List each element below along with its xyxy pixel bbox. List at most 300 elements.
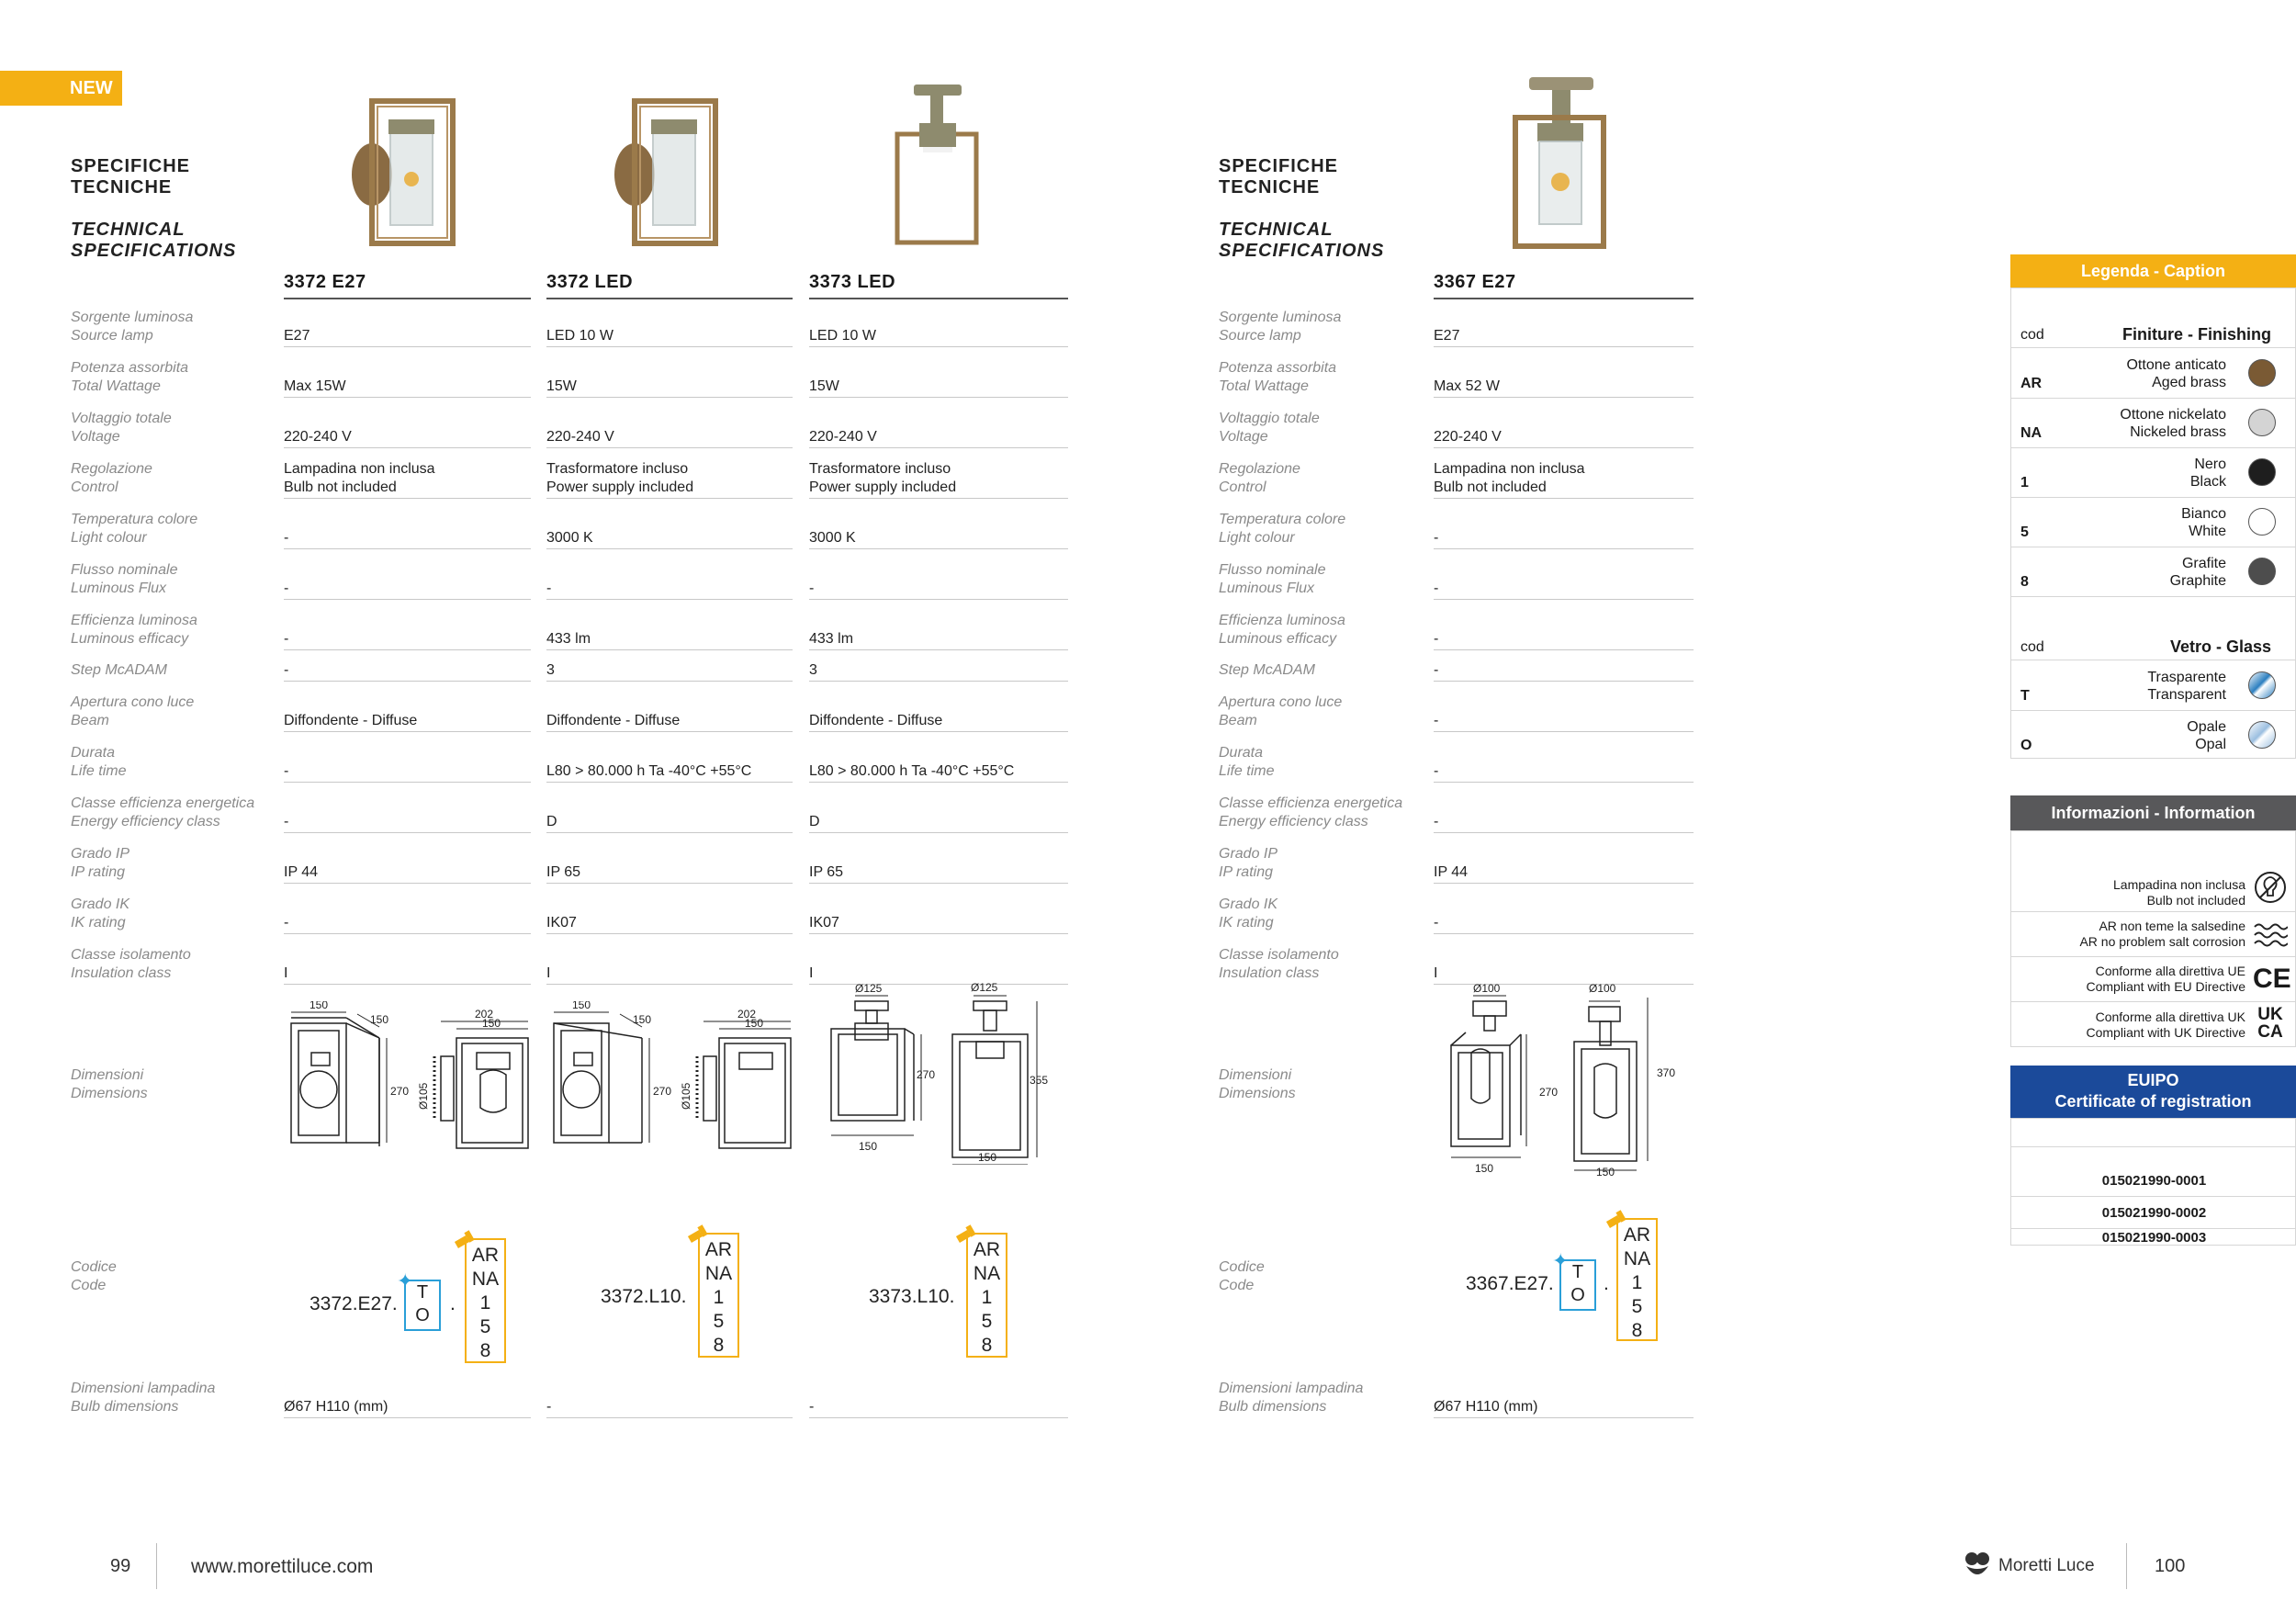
spec-label bbox=[1219, 410, 1320, 446]
section-title-line: SPECIFICHE bbox=[71, 156, 191, 176]
dim-label: 150 bbox=[370, 1013, 389, 1026]
section-title-en bbox=[71, 220, 236, 262]
spec-label bbox=[71, 845, 129, 882]
spec-value bbox=[546, 813, 793, 833]
cert-code: 015021990-0001 bbox=[2011, 1165, 2296, 1197]
label-it: Dimensioni lampadina bbox=[71, 1381, 216, 1396]
spec-value bbox=[809, 460, 1068, 499]
label-en: Code bbox=[71, 1278, 107, 1293]
spec-label bbox=[1219, 946, 1339, 983]
spec-value-line: LED 10 W bbox=[809, 328, 876, 344]
spec-value bbox=[284, 762, 531, 783]
spec-label-it: Flusso nominale bbox=[1219, 562, 1326, 578]
spec-label bbox=[1219, 561, 1326, 598]
spec-label bbox=[71, 460, 152, 497]
dim-label: 150 bbox=[1475, 1162, 1494, 1175]
legend-glass-cod: cod bbox=[2020, 639, 2044, 655]
spec-value bbox=[284, 428, 531, 448]
spec-value bbox=[1434, 712, 1694, 732]
spec-value-line: Diffondente - Diffuse bbox=[809, 713, 943, 728]
spec-value-line: Power supply included bbox=[809, 479, 957, 495]
code-prefix-3367-e27: 3367.E27. bbox=[1466, 1273, 1554, 1294]
label-it: Codice bbox=[1219, 1259, 1265, 1275]
finish-name-it: Nero bbox=[2194, 457, 2226, 472]
spec-label bbox=[71, 896, 129, 932]
spec-value-line: 220-240 V bbox=[546, 429, 614, 445]
finish-name-en: White bbox=[2189, 524, 2226, 539]
finish-name bbox=[2181, 505, 2226, 540]
ukca-mark-icon bbox=[2253, 1006, 2288, 1041]
spec-label-it: Durata bbox=[71, 745, 116, 761]
label-en: Code bbox=[1219, 1278, 1255, 1293]
finish-name bbox=[2120, 406, 2226, 441]
info-text bbox=[2087, 1009, 2246, 1041]
spec-label-en: Life time bbox=[1219, 763, 1275, 779]
finish-name-it: Grafite bbox=[2181, 556, 2226, 571]
spec-value bbox=[1434, 914, 1694, 934]
spec-value-line: Diffondente - Diffuse bbox=[546, 713, 681, 728]
info-text-it: Conforme alla direttiva UK bbox=[2095, 1009, 2245, 1024]
dim-label: 202 bbox=[475, 1008, 494, 1021]
dim-label: 270 bbox=[390, 1085, 410, 1098]
spec-label-it: Sorgente luminosa bbox=[71, 310, 194, 325]
glass-sparkle-icon: ✦ bbox=[1552, 1249, 1570, 1272]
spec-label-it: Classe isolamento bbox=[1219, 947, 1339, 963]
code-separator: . bbox=[1604, 1273, 1609, 1294]
footer-url[interactable]: www.morettiluce.com bbox=[191, 1556, 374, 1577]
finish-code: 1 bbox=[2020, 475, 2029, 491]
glass-name-en: Opal bbox=[2195, 737, 2226, 752]
code-prefix-3372-e27: 3372.E27. bbox=[310, 1293, 398, 1314]
spec-label bbox=[71, 795, 254, 831]
glass-code: T bbox=[2020, 688, 2030, 704]
spec-value bbox=[809, 327, 1068, 347]
finish-code: 5 bbox=[1631, 1296, 1643, 1317]
spec-label bbox=[71, 744, 126, 781]
product-image-3372-e27 bbox=[344, 92, 464, 248]
spec-value-line: LED 10 W bbox=[546, 328, 613, 344]
section-title-line: SPECIFICATIONS bbox=[1219, 241, 1385, 261]
spec-label bbox=[71, 309, 193, 345]
glass-swatch bbox=[2248, 671, 2276, 699]
section-title-line: SPECIFICATIONS bbox=[71, 241, 237, 261]
dim-label: 150 bbox=[572, 1001, 591, 1011]
spec-value bbox=[1434, 327, 1694, 347]
spec-value bbox=[1434, 529, 1694, 549]
spec-label bbox=[71, 511, 197, 547]
dim-label: 150 bbox=[859, 1140, 878, 1153]
spec-label-it: Potenza assorbita bbox=[1219, 360, 1337, 376]
spec-value bbox=[809, 630, 1068, 650]
spec-label-it: Apertura cono luce bbox=[1219, 694, 1343, 710]
finish-code: 8 bbox=[713, 1335, 725, 1356]
new-badge bbox=[0, 71, 122, 106]
label-dimensions bbox=[71, 1066, 148, 1103]
spec-value bbox=[284, 378, 531, 398]
finish-name-en: Graphite bbox=[2169, 573, 2226, 589]
spec-value bbox=[546, 863, 793, 884]
dim-label: 270 bbox=[653, 1085, 672, 1098]
spec-label-en: Light colour bbox=[1219, 530, 1295, 546]
spec-label-en: Voltage bbox=[71, 429, 120, 445]
legend-finish-row bbox=[2011, 448, 2296, 498]
spec-value bbox=[1434, 428, 1694, 448]
glass-code: O bbox=[1570, 1285, 1585, 1305]
spec-value-line: 220-240 V bbox=[1434, 429, 1502, 445]
spec-value-line: IP 65 bbox=[809, 864, 844, 880]
spec-value-line: E27 bbox=[284, 328, 310, 344]
spec-label-it: Flusso nominale bbox=[71, 562, 178, 578]
finish-swatch bbox=[2248, 359, 2276, 387]
spec-value-line: 15W bbox=[546, 378, 577, 394]
dim-label: 270 bbox=[1539, 1086, 1559, 1099]
dim-label: Ø100 bbox=[1589, 982, 1616, 995]
spec-label bbox=[1219, 309, 1341, 345]
spec-label-en: Insulation class bbox=[71, 965, 172, 981]
section-title-it bbox=[71, 156, 190, 198]
dim-label: 150 bbox=[1596, 1166, 1615, 1177]
finish-code: 5 bbox=[2020, 524, 2029, 540]
label-en: Dimensions bbox=[1219, 1086, 1296, 1101]
glass-code-box bbox=[404, 1280, 441, 1331]
spec-value-line: Max 15W bbox=[284, 378, 346, 394]
spec-label-it: Regolazione bbox=[71, 461, 152, 477]
spec-label bbox=[71, 694, 194, 730]
spec-label bbox=[71, 661, 167, 680]
section-title-it-2 bbox=[1219, 156, 1338, 198]
dim-label: Ø100 bbox=[1473, 982, 1501, 995]
dim-label: 370 bbox=[1657, 1066, 1676, 1079]
spec-value-line: - bbox=[1434, 662, 1439, 678]
finish-code: 8 bbox=[2020, 574, 2029, 590]
spec-value bbox=[284, 460, 531, 499]
spec-value bbox=[546, 378, 793, 398]
section-title-line: TECNICHE bbox=[71, 177, 173, 197]
cert-code: 015021990-0002 bbox=[2011, 1197, 2296, 1229]
spec-value-line: E27 bbox=[1434, 328, 1460, 344]
finish-code: NA bbox=[471, 1269, 500, 1290]
label-en: Bulb dimensions bbox=[71, 1399, 179, 1415]
spec-value bbox=[809, 762, 1068, 783]
product-image-3373-led bbox=[886, 81, 987, 248]
label-it: Dimensioni lampadina bbox=[1219, 1381, 1364, 1396]
spec-value bbox=[1434, 863, 1694, 884]
label-en: Dimensions bbox=[71, 1086, 148, 1101]
spec-label-en: Light colour bbox=[71, 530, 147, 546]
spec-label-en: Luminous Flux bbox=[1219, 581, 1315, 596]
label-en: Bulb dimensions bbox=[1219, 1399, 1327, 1415]
spec-value bbox=[1434, 378, 1694, 398]
finish-code: AR bbox=[973, 1239, 1001, 1260]
spec-label-en: Total Wattage bbox=[71, 378, 161, 394]
spec-label-en: Source lamp bbox=[1219, 328, 1301, 344]
spec-value bbox=[546, 460, 793, 499]
spec-value-line: 3000 K bbox=[809, 530, 856, 546]
spec-value bbox=[546, 712, 793, 732]
dimension-drawing-3372-e27 bbox=[280, 1001, 537, 1162]
glass-code: O bbox=[2020, 738, 2032, 753]
spec-value-line: - bbox=[1434, 814, 1439, 829]
finish-code: 8 bbox=[1631, 1320, 1643, 1341]
spec-value bbox=[546, 327, 793, 347]
spec-value-line: 3 bbox=[546, 662, 555, 678]
finish-swatch bbox=[2248, 409, 2276, 436]
spec-value-line: IP 44 bbox=[1434, 864, 1469, 880]
spec-label bbox=[1219, 511, 1345, 547]
finish-name-it: Ottone nickelato bbox=[2120, 407, 2226, 423]
spec-label-en: Total Wattage bbox=[1219, 378, 1309, 394]
spec-label bbox=[1219, 694, 1342, 730]
spec-value bbox=[546, 964, 793, 985]
finish-name bbox=[2170, 555, 2226, 590]
spec-value bbox=[546, 661, 793, 682]
spec-value-line: I bbox=[284, 965, 288, 981]
finish-code: AR bbox=[1623, 1224, 1651, 1246]
dim-label: 202 bbox=[737, 1008, 757, 1021]
spec-value bbox=[284, 580, 531, 600]
spec-value-line: - bbox=[1434, 915, 1439, 930]
finish-code: 5 bbox=[981, 1311, 993, 1332]
spec-value-line: 15W bbox=[809, 378, 839, 394]
spec-value-line: 220-240 V bbox=[284, 429, 352, 445]
finish-code: NA bbox=[2020, 425, 2043, 441]
ukca-line: CA bbox=[2257, 1022, 2283, 1042]
spec-value-line: IP 65 bbox=[546, 864, 581, 880]
info-row bbox=[2011, 1002, 2296, 1048]
finish-code: NA bbox=[973, 1263, 1001, 1284]
spec-label-it: Temperatura colore bbox=[71, 512, 198, 527]
finish-name-en: Aged brass bbox=[2152, 375, 2226, 390]
spec-value-line: Power supply included bbox=[546, 479, 694, 495]
spec-label-en: Insulation class bbox=[1219, 965, 1320, 981]
spec-label bbox=[1219, 460, 1300, 497]
info-text bbox=[2113, 877, 2245, 908]
spec-value bbox=[284, 914, 531, 934]
spec-value-line: - bbox=[284, 631, 289, 647]
footer-brand: Moretti Luce bbox=[1998, 1556, 2095, 1575]
finish-swatch bbox=[2248, 508, 2276, 536]
cert-title-line: EUIPO bbox=[2127, 1071, 2179, 1089]
spec-label bbox=[71, 946, 191, 983]
section-title-line: SPECIFICHE bbox=[1219, 156, 1339, 176]
legend-finish-row bbox=[2011, 498, 2296, 547]
bulb-value: Ø67 H110 (mm) bbox=[1434, 1398, 1694, 1418]
spec-value bbox=[546, 762, 793, 783]
spec-value bbox=[284, 863, 531, 884]
legend-finish-row bbox=[2011, 547, 2296, 597]
spec-label-en: Energy efficiency class bbox=[71, 814, 220, 829]
label-it: Dimensioni bbox=[1219, 1067, 1292, 1083]
code-separator: . bbox=[450, 1293, 456, 1314]
label-it: Codice bbox=[71, 1259, 117, 1275]
legend-finish-head: Finiture - Finishing bbox=[2122, 325, 2271, 344]
label-dimensions-2 bbox=[1219, 1066, 1296, 1103]
finish-code: 1 bbox=[981, 1287, 993, 1308]
spec-label-it: Classe isolamento bbox=[71, 947, 191, 963]
spec-value bbox=[284, 529, 531, 549]
glass-code: O bbox=[415, 1305, 430, 1325]
spec-label-it: Regolazione bbox=[1219, 461, 1300, 477]
spec-value bbox=[1434, 630, 1694, 650]
label-it: Dimensioni bbox=[71, 1067, 144, 1083]
legend-glass-head: Vetro - Glass bbox=[2169, 637, 2271, 656]
glass-code: T bbox=[1571, 1262, 1584, 1282]
spec-value bbox=[284, 661, 531, 682]
glass-name-it: Opale bbox=[2187, 719, 2226, 735]
spec-value bbox=[284, 712, 531, 732]
spec-value bbox=[1434, 580, 1694, 600]
glass-name bbox=[2187, 718, 2226, 753]
spec-value-line: IK07 bbox=[809, 915, 839, 930]
spec-value-line: - bbox=[1434, 763, 1439, 779]
spec-value bbox=[809, 580, 1068, 600]
spec-label-en: Energy efficiency class bbox=[1219, 814, 1368, 829]
spec-label-it: Grado IP bbox=[71, 846, 130, 862]
spec-value bbox=[284, 630, 531, 650]
finish-swatch bbox=[2248, 458, 2276, 486]
section-title-line: TECHNICAL bbox=[1219, 220, 1334, 240]
spec-value bbox=[809, 914, 1068, 934]
spec-value-line: Bulb not included bbox=[284, 479, 397, 495]
spec-label-en: Luminous efficacy bbox=[1219, 631, 1337, 647]
dim-label: 150 bbox=[310, 1001, 329, 1011]
label-code-2 bbox=[1219, 1258, 1265, 1295]
finish-code: 1 bbox=[713, 1287, 725, 1308]
legend-finish-row bbox=[2011, 399, 2296, 448]
spec-value-line: D bbox=[546, 814, 557, 829]
code-prefix-3373-led: 3373.L10. bbox=[869, 1286, 955, 1307]
product-image-3372-led bbox=[607, 92, 726, 248]
spec-label bbox=[1219, 744, 1274, 781]
spec-label-it: Classe efficienza energetica bbox=[1219, 795, 1403, 811]
finish-name bbox=[2126, 356, 2226, 391]
spec-value bbox=[546, 630, 793, 650]
spec-label-en: Beam bbox=[1219, 713, 1257, 728]
finish-code: 5 bbox=[713, 1311, 725, 1332]
section-title-line: TECHNICAL bbox=[71, 220, 186, 240]
cert-box bbox=[2010, 1118, 2296, 1246]
spec-label-en: Control bbox=[1219, 479, 1266, 495]
spec-label-it: Apertura cono luce bbox=[71, 694, 195, 710]
spec-value bbox=[809, 378, 1068, 398]
info-row bbox=[2011, 863, 2296, 912]
finish-code: 1 bbox=[479, 1292, 491, 1314]
spec-value bbox=[546, 914, 793, 934]
spec-value-line: - bbox=[1434, 631, 1439, 647]
spec-value-line: D bbox=[809, 814, 820, 829]
dim-label: 150 bbox=[482, 1017, 501, 1030]
spec-label-it: Voltaggio totale bbox=[71, 411, 172, 426]
spec-label bbox=[1219, 359, 1336, 396]
bulb-value: - bbox=[809, 1398, 1068, 1418]
spec-value-line: - bbox=[546, 581, 552, 596]
legend-finish-row bbox=[2011, 349, 2296, 399]
info-text bbox=[2079, 919, 2245, 950]
spec-label-en: Control bbox=[71, 479, 118, 495]
spec-label bbox=[1219, 896, 1277, 932]
glass-name-it: Trasparente bbox=[2147, 670, 2226, 685]
info-text-en: Compliant with EU Directive bbox=[2086, 979, 2245, 994]
info-box bbox=[2010, 830, 2296, 1047]
info-text bbox=[2087, 964, 2246, 995]
spec-value bbox=[546, 529, 793, 549]
spec-value bbox=[809, 712, 1068, 732]
spec-value-line: - bbox=[284, 763, 289, 779]
spec-value-line: 3000 K bbox=[546, 530, 593, 546]
finish-code: NA bbox=[704, 1263, 733, 1284]
spec-value bbox=[809, 428, 1068, 448]
spec-label-en: IK rating bbox=[71, 915, 126, 930]
spec-label bbox=[71, 359, 188, 396]
waves-icon bbox=[2253, 918, 2288, 953]
info-header: Informazioni - Information bbox=[2010, 795, 2296, 830]
finish-code: 1 bbox=[1631, 1272, 1643, 1293]
new-badge-label: NEW bbox=[70, 78, 113, 98]
legend-box bbox=[2010, 288, 2296, 759]
dim-label: 270 bbox=[917, 1068, 936, 1081]
spec-label-en: Source lamp bbox=[71, 328, 153, 344]
spec-value bbox=[546, 428, 793, 448]
spec-label-en: Luminous efficacy bbox=[71, 631, 189, 647]
spec-value-line: - bbox=[1434, 530, 1439, 546]
spec-value-line: 220-240 V bbox=[809, 429, 877, 445]
dimension-drawing-3367-e27 bbox=[1440, 979, 1688, 1177]
spec-value-line: - bbox=[1434, 581, 1439, 596]
section-title-en-2 bbox=[1219, 220, 1384, 262]
product-name-3367-e27: 3367 E27 bbox=[1434, 272, 1694, 299]
finish-name bbox=[2190, 456, 2226, 491]
product-name-3372-e27: 3372 E27 bbox=[284, 272, 531, 299]
finish-name-it: Bianco bbox=[2181, 506, 2226, 522]
spec-label bbox=[1219, 795, 1402, 831]
spec-label-it: Grado IK bbox=[71, 897, 130, 912]
finish-code: NA bbox=[1623, 1248, 1651, 1269]
section-title-line: TECNICHE bbox=[1219, 177, 1321, 197]
glass-code: T bbox=[416, 1282, 429, 1303]
spec-label-it: Step McADAM bbox=[71, 662, 167, 678]
info-text-en: Compliant with UK Directive bbox=[2086, 1025, 2245, 1040]
dim-label: Ø105 bbox=[680, 1082, 692, 1110]
finish-swatch bbox=[2248, 558, 2276, 585]
info-text-en: Bulb not included bbox=[2146, 893, 2245, 908]
finish-code: 5 bbox=[479, 1316, 491, 1337]
spec-value bbox=[1434, 661, 1694, 682]
ce-mark-icon: CE bbox=[2253, 964, 2291, 994]
finish-code: AR bbox=[2020, 376, 2043, 391]
spec-value bbox=[284, 327, 531, 347]
spec-value-line: - bbox=[1434, 713, 1439, 728]
finish-code: AR bbox=[471, 1245, 500, 1266]
dimension-drawing-3372-led bbox=[543, 1001, 800, 1162]
spec-label-it: Sorgente luminosa bbox=[1219, 310, 1342, 325]
spec-value-line: I bbox=[809, 965, 814, 981]
spec-value bbox=[809, 661, 1068, 682]
glass-swatch bbox=[2248, 721, 2276, 749]
spec-label bbox=[71, 561, 178, 598]
product-name-3373-led: 3373 LED bbox=[809, 272, 1068, 299]
product-image-3367-e27 bbox=[1506, 72, 1616, 255]
spec-value-line: 433 lm bbox=[809, 631, 854, 647]
info-text-it: AR non teme la salsedine bbox=[2099, 919, 2245, 933]
finish-code: 8 bbox=[981, 1335, 993, 1356]
legend-glass-row bbox=[2011, 711, 2296, 761]
spec-value-line: Diffondente - Diffuse bbox=[284, 713, 418, 728]
info-row bbox=[2011, 912, 2296, 957]
spec-value bbox=[546, 580, 793, 600]
spec-value-line: 433 lm bbox=[546, 631, 591, 647]
spec-label-en: IK rating bbox=[1219, 915, 1274, 930]
label-bulb bbox=[71, 1380, 215, 1416]
